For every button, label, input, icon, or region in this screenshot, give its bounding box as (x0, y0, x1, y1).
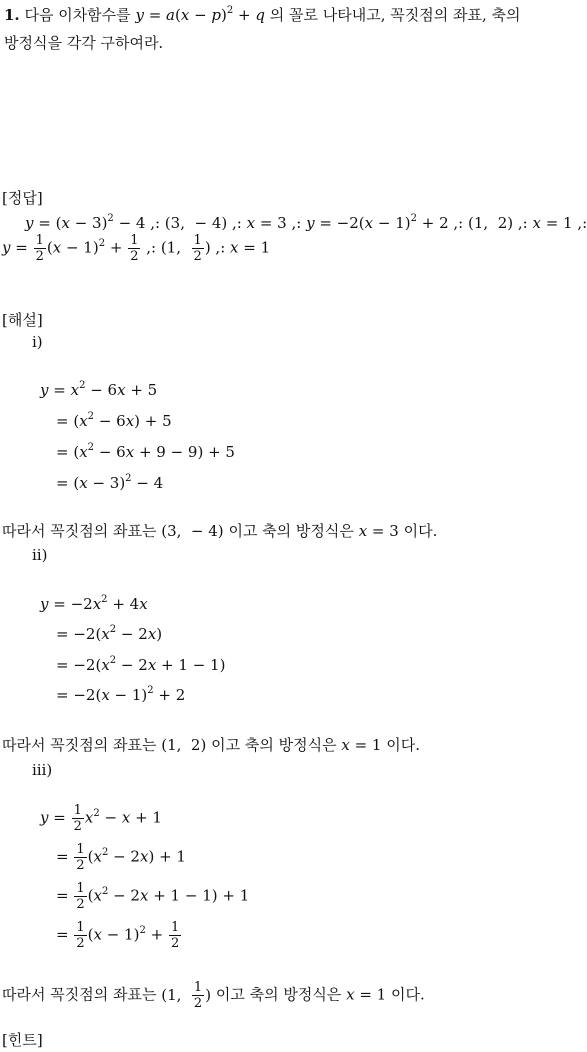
step-1-line-4: = $(x - 3)^2 - 4$ (56, 473, 164, 492)
step-1-line-1: $y = x^2 - 6x + 5$ (40, 380, 158, 399)
conclusion-suffix: 이다. (386, 736, 421, 754)
step-2-label: ⅱ) (32, 546, 48, 564)
axis-equation: x = 1 (346, 985, 387, 1004)
step-2-conclusion (2, 734, 420, 755)
conclusion-prefix: 따라서 꼭짓점의 좌표는 (2, 985, 157, 1004)
step-1-label: ⅰ) (32, 333, 43, 351)
step-1-line-2: = $(x^2 - 6x) + 5$ (56, 411, 172, 430)
conclusion-prefix: 따라서 꼭짓점의 좌표는 (2, 736, 157, 754)
hint-header: [힌트] (2, 1031, 43, 1049)
step-2-line-3: = $-2(x^2 - 2x + 1 - 1)$ (56, 655, 226, 674)
step-3-label: ⅲ) (32, 761, 53, 779)
problem-text-a: 다음 이차함수를 (24, 6, 131, 24)
step-3-conclusion (2, 980, 425, 1011)
step-3-line-1: y = $\frac{1}{2}$ $x^2 - x + 1$ (40, 803, 162, 834)
step-2-line-2: = $-2(x^2 - 2x)$ (56, 624, 163, 643)
problem-text-c: 방정식을 각각 구하여라. (4, 34, 164, 52)
problem-line-2 (4, 32, 163, 53)
conclusion-mid: 이고 축의 방정식은 (228, 522, 354, 540)
axis-equation: x = 3 (358, 522, 399, 540)
step-3-line-4: = $\frac{1}{2}$ $(x - 1)^2$ + $\frac{1}{2}$ (56, 920, 180, 951)
step-2-line-1: $y = -2x^2 + 4x$ (40, 594, 148, 613)
answer-header: [정답] (2, 189, 43, 207)
conclusion-mid: 이고 축의 방정식은 (215, 985, 342, 1004)
step-1-conclusion (2, 520, 437, 541)
vertex-coordinates: (1, $\frac{1}{2}$ ) (161, 980, 212, 1011)
problem-text-b: 의 꼴로 나타내고, 꼭짓점의 좌표, 축의 (269, 6, 521, 24)
step-3-line-2: = $\frac{1}{2}$ $(x^2 - 2x) + 1$ (56, 842, 186, 873)
step-2-line-4: = $-2(x - 1)^2 + 2$ (56, 685, 186, 704)
conclusion-suffix: 이다. (403, 522, 438, 540)
vertex-form-expression: $y = a(x - p)^2 + q$ (135, 5, 265, 24)
vertex-coordinates: (3, − 4) (161, 522, 224, 540)
explanation-header: [해설] (2, 311, 43, 329)
step-3-line-3: = $\frac{1}{2}$ $(x^2 - 2x + 1 - 1) + 1$ (56, 881, 250, 912)
conclusion-mid: 이고 축의 방정식은 (211, 736, 337, 754)
step-1-line-3: = $(x^2 - 6x + 9 - 9) + 5$ (56, 442, 235, 461)
vertex-coordinates: (1, 2) (161, 736, 207, 754)
problem-number: 1. (4, 6, 20, 24)
answer-line-1: $y = (x - 3)^2 - 4$ ,: (3, − 4) ,: x = 3 ,: $y = -2(x - 1)^2 + 2$ ,: (1, 2) ,: x = 1 ,: (25, 213, 587, 232)
conclusion-prefix: 따라서 꼭짓점의 좌표는 (2, 522, 157, 540)
axis-equation: x = 1 (341, 736, 382, 754)
problem-line-1 (4, 4, 521, 25)
answer-line-2: y = $\frac{1}{2}$ $(x - 1)^2$ + $\frac{1}{2}$ ,: (1, $\frac{1}{2}$ ) ,: x = 1 (2, 233, 271, 264)
conclusion-suffix: 이다. (391, 985, 425, 1004)
